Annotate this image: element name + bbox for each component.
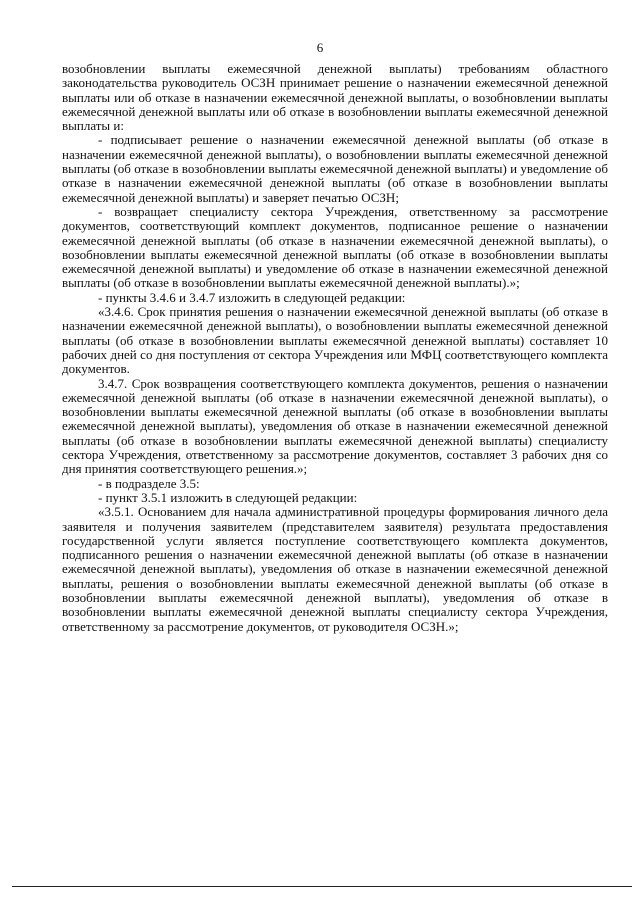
paragraph-3-4-6: «3.4.6. Срок принятия решения о назначении ежемесячной денежной выплаты (об отказе в назначении ежемесячной денежной выплаты), о возобновлении выплаты ежемесячной денежной выплаты (об отказе в возобновлении выплаты ежемесячной денежной выплаты) составляет 10 рабочих дней со дня поступления от сектора Учреждения или МФЦ соответствующего комплекта документов. xyxy=(62,304,608,377)
paragraph-return-documents: - возвращает специалисту сектора Учреждения, ответственному за рассмотрение документов, соответствующий комплект документов, подписанное решение о назначении ежемесячной денежной выплаты (об отказе в назначении ежемесячной денежной выплаты), о возобновлении выплаты ежемесячной денежной выплаты (об отказе в возобновлении выплаты ежемесячной денежной выплаты) и уведомление об отказе в назначении ежемесячной денежной выплаты (об отказе в возобновлении выплаты ежемесячной денежной выплаты).»; xyxy=(62,203,608,291)
document-body xyxy=(62,62,608,634)
footer-divider xyxy=(12,886,632,887)
paragraph-3-4-7: 3.4.7. Срок возвращения соответствующего комплекта документов, решения о назначении ежемесячной денежной выплаты (об отказе в назначении ежемесячной денежной выплаты), о возобновлении выплаты ежемесячной денежной выплаты (об отказе в возобновлении выплаты ежемесячной денежной выплаты), уведомления об отказе в назначении ежемесячной денежной выплаты (об отказе в возобновлении выплаты ежемесячной денежной выплаты) специалисту сектора Учреждения, ответственному за рассмотрение документов, составляет 3 рабочих дня со дня принятия соответствующего решения.»; xyxy=(62,375,608,477)
paragraph-sign-decision: - подписывает решение о назначении ежемесячной денежной выплаты (об отказе в назначении ежемесячной денежной выплаты), о возобновлении выплаты ежемесячной денежной выплаты (об отказе в возобновлении выплаты ежемесячной денежной выплаты) и уведомление об отказе в назначении ежемесячной денежной выплаты (об отказе в возобновлении выплаты ежемесячной денежной выплаты) и заверяет печатью ОСЗН; xyxy=(62,132,608,205)
paragraph-amend-3-4-6-3-4-7: - пункты 3.4.6 и 3.4.7 изложить в следующей редакции: xyxy=(98,289,406,305)
paragraph-subsection-3-5: - в подразделе 3.5: xyxy=(98,475,200,491)
paragraph-3-5-1: «3.5.1. Основанием для начала административной процедуры формирования личного дела заявителя и получения заявителем (представителем заявителя) результата предоставления государственной услуги является поступление соответствующего комплекта документов, подписанного решения о назначении ежемесячной денежной выплаты (об отказе в назначении ежемесячной денежной выплаты), уведомления об отказе в назначении ежемесячной денежной выплаты, решения о возобновлении выплаты ежемесячной денежной выплаты (об отказе в возобновлении выплаты ежемесячной денежной выплаты), уведомления об отказе в возобновлении выплаты ежемесячной денежной выплаты специалисту сектора Учреждения, ответственному за рассмотрение документов, от руководителя ОСЗН.»; xyxy=(62,504,608,634)
page-number: 6 xyxy=(316,40,324,55)
paragraph-continuation: возобновлении выплаты ежемесячной денежной выплаты) требованиям областного законодательства руководитель ОСЗН принимает решение о назначении ежемесячной денежной выплаты или об отказе в назначении ежемесячной денежной выплаты, о возобновлении выплаты ежемесячной денежной выплаты или об отказе в возобновлении выплаты ежемесячной денежной выплаты и: xyxy=(62,61,608,134)
paragraph-amend-3-5-1: - пункт 3.5.1 изложить в следующей редакции: xyxy=(98,489,358,505)
